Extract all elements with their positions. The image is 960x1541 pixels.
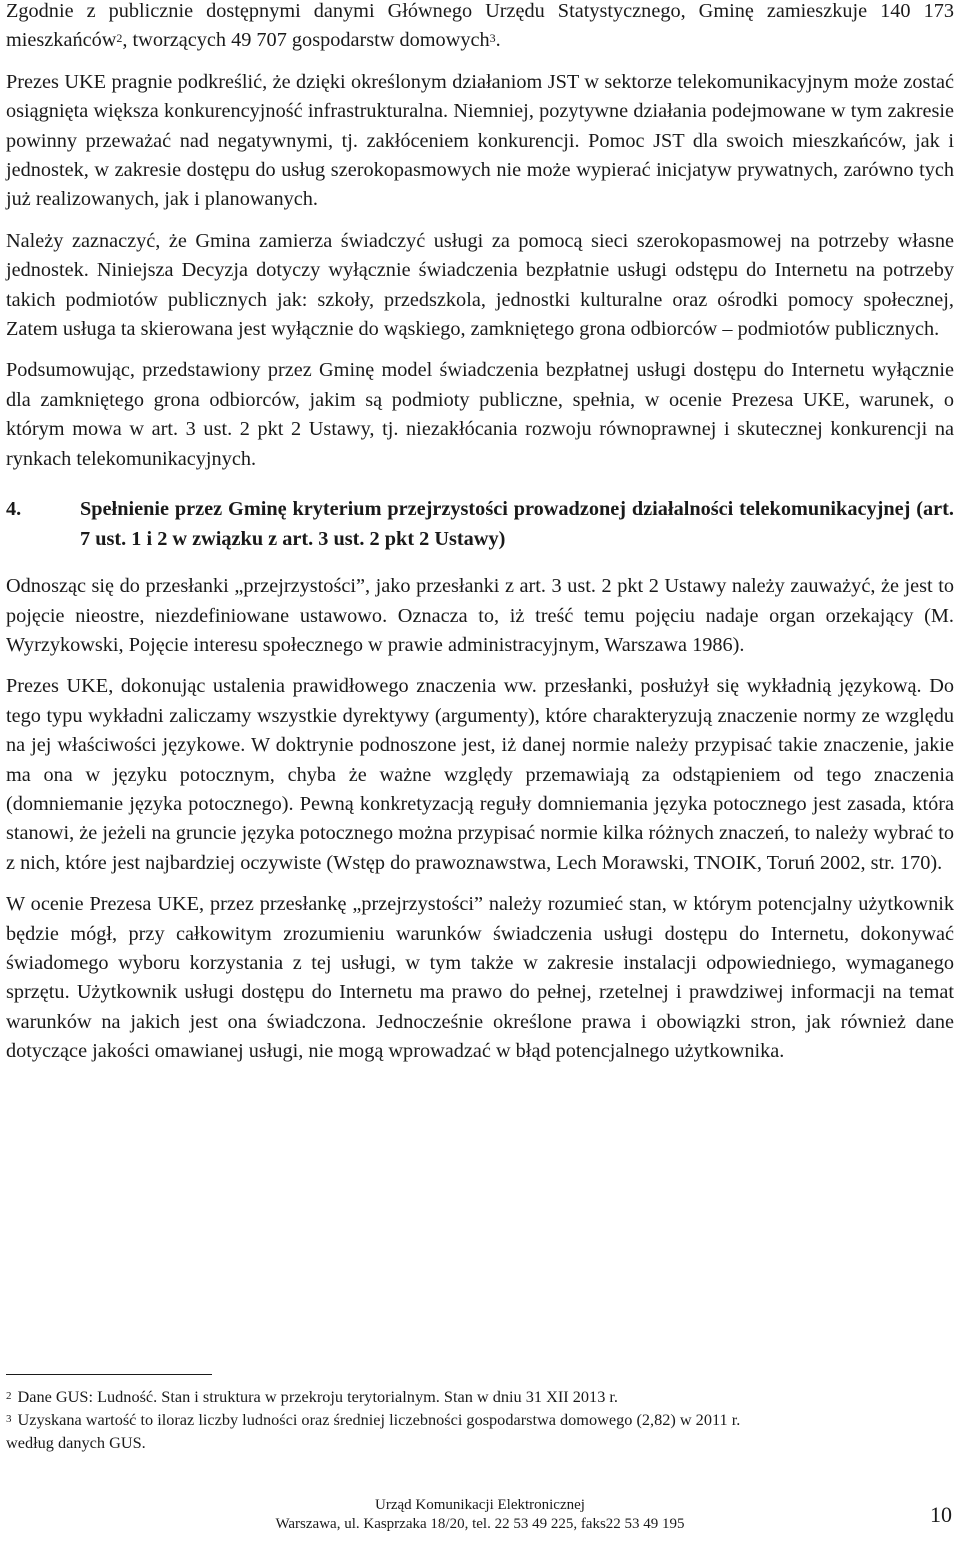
footnote-text: Uzyskana wartość to iloraz liczby ludności oraz średniej liczebności gospodarstwa domowego (2,82) w 2011 r. [17,1410,741,1429]
footnote-text: Dane GUS: Ludność. Stan i struktura w przekroju terytorialnym. Stan w dniu 31 XII 2013 r. [17,1387,618,1406]
page-number: 10 [930,1502,952,1527]
footnote-2 [6,1386,954,1408]
footer-office: Urząd Komunikacji Elektronicznej [375,1497,585,1513]
paragraph-competition: Prezes UKE pragnie podkreślić, że dzięki określonym działaniom JST w sektorze telekomunikacyjnym może zostać osiągnięta większa konkurencyjność infrastrukturalna. Niemniej, pozytywne działania podejmowane w tym zakresie powinny przeważać nad negatywnymi, tj. zakłóceniem konkurencji. Pomoc JST dla swoich mieszkańców, jak i jednostek, w zakresie dostępu do usług szerokopasmowych nie może wypierać inicjatyw prywatnych, zarówno tych już realizowanych, jak i planowanych. [6,70,954,211]
section-number: 4. [6,498,22,521]
footnote-mark: 3 [6,1413,12,1425]
document-page [6,0,954,1079]
paragraph-population [6,0,954,56]
paragraph-text: . [495,29,501,52]
paragraph-interpretation: Prezes UKE, dokonując ustalenia prawidłowego znaczenia ww. przesłanki, posłużył się wykładnią językową. Do tego typu wykładni zaliczamy wszystkie dyrektywy (argumenty), które charakteryzują znaczenie normy ze względu na jej właściwości językowe. W doktrynie podnoszone jest, iż danej normie należy przypisać takie znaczenie, jakie ma ona w języku potocznym, chyba że ważne względy przemawiają za odstąpieniem od tego znaczenia (domniemanie języka potocznego). Pewną konkretyzacją reguły domniemania języka potocznego jest zasada, która stanowi, że jeżeli na gruncie języka potocznego można przypisać normie kilka różnych znaczeń, to należy wybrać to z nich, które jest najbardziej oczywiste (Wstęp do prawoznawstwa, Lech Morawski, TNOIK, Toruń 2002, str. 170). [6,675,954,874]
paragraph-transparency: Odnosząc się do przesłanki „przejrzystości”, jako przesłanki z art. 3 ust. 2 pkt 2 Ustawy należy zauważyć, że jest to pojęcie nieostre, niezdefiniowane ustawowo. Oznacza to, iż treść temu pojęciu nadaje organ orzekający (M. Wyrzykowski, Pojęcie interesu społecznego w prawie administracyjnym, Warszawa 1986). [6,575,954,656]
footnote-mark: 2 [6,1390,12,1402]
footnote-3-continuation: według danych GUS. [6,1433,146,1452]
paragraph-own-needs: Należy zaznaczyć, że Gmina zamierza świadczyć usługi za pomocą sieci szerokopasmowej na potrzeby własne jednostek. Niniejsza Decyzja dotyczy wyłącznie świadczenia bezpłatnie usługi odstępu do Internetu na potrzeby takich podmiotów publicznych jak: szkoły, przedszkola, jednostki kulturalne oraz ośrodki pomocy społecznej, Zatem usługa ta skierowana jest wyłącznie do wąskiego, zamkniętego grona odbiorców – podmiotów publicznych. [6,229,954,341]
section-title: Spełnienie przez Gminę kryterium przejrzystości prowadzonej działalności telekomunikacyjnej (art. 7 ust. 1 i 2 w związku z art. 3 ust. 2 pkt 2 Ustawy) [80,498,954,551]
page-footer [0,1496,960,1534]
footnotes [6,1386,954,1454]
paragraph-summary: Podsumowując, przedstawiony przez Gminę model świadczenia bezpłatnej usługi dostępu do Internetu wyłącznie dla zamkniętego grona odbiorców, jakim są podmioty publiczne, spełnia, w ocenie Prezesa UKE, warunek, o którym mowa w art. 3 ust. 2 pkt 2 Ustawy, tj. niezakłócania rozwoju równoprawnej i skutecznej konkurencji na rynkach telekomunikacyjnych. [6,359,954,470]
section-heading [6,494,954,554]
footnote-separator [6,1374,212,1375]
footnote-ref: 3 [489,31,496,46]
footnote-3 [6,1409,954,1431]
footer-address: Warszawa, ul. Kasprzaka 18/20, tel. 22 53 49 225, faks22 53 49 195 [275,1516,685,1532]
paragraph-text: , tworzących 49 707 gospodarstw domowych [122,29,490,52]
paragraph-user-rights: W ocenie Prezesa UKE, przez przesłankę „przejrzystości” należy rozumieć stan, w którym potencjalny użytkownik będzie mógł, przy całkowitym zrozumieniu warunków świadczenia usługi dostępu do Internetu, dokonywać świadomego wyboru korzystania z tej usługi, w tym także w zakresie instalacji odpowiedniego, wymaganego sprzętu. Użytkownik usługi dostępu do Internetu ma prawo do pełnej, rzetelnej i prawdziwej informacji na temat warunków na jakich jest ona świadczona. Jednocześnie określone prawa i obowiązki stron, jak również dane dotyczące jakości omawianej usługi, nie mogą wprowadzać w błąd potencjalnego użytkownika. [6,893,954,1063]
paragraph-text: Zgodnie z publicznie dostępnymi danymi Głównego Urzędu Statystycznego, Gminę zamieszkuje 140 173 mieszkańców [6,0,954,52]
footnote-ref: 2 [116,31,123,46]
